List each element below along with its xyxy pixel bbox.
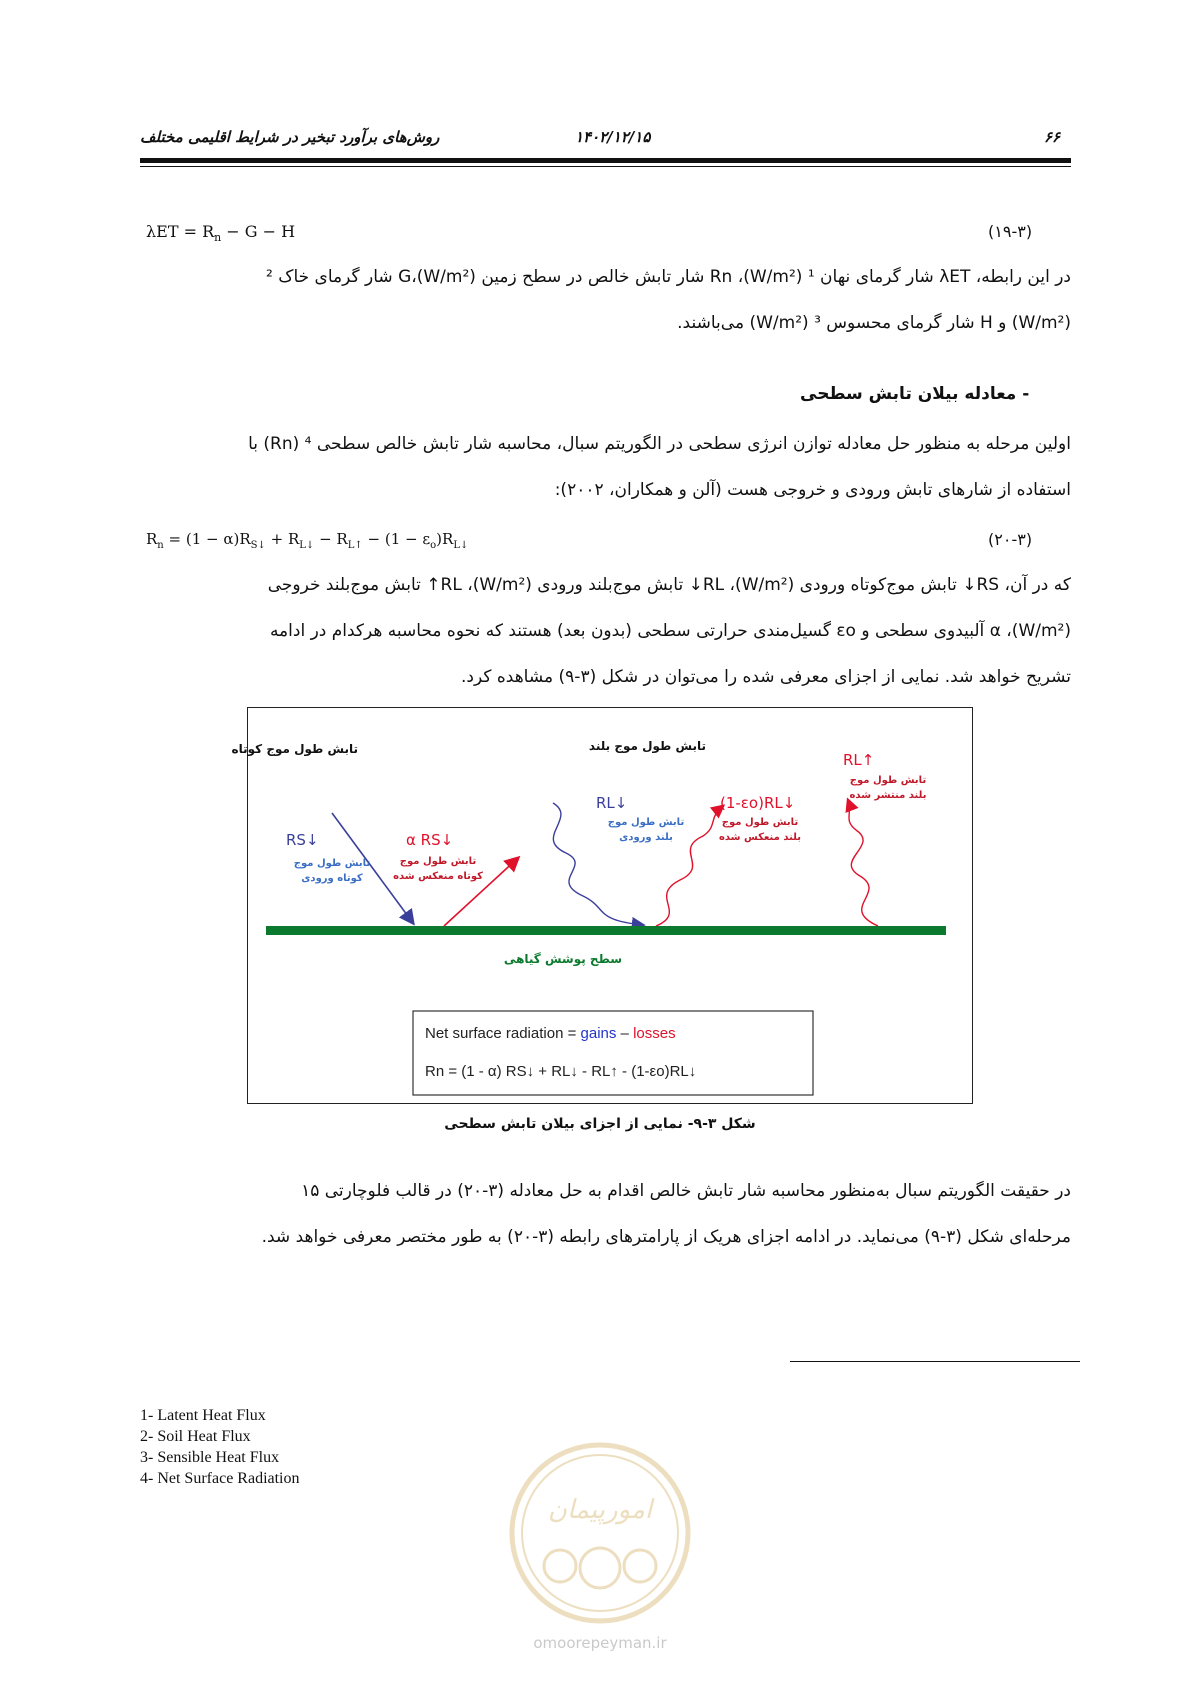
alpha-rs-label: α RS↓	[406, 831, 454, 849]
rl-reflected-desc-1: تابش طول موج	[721, 817, 799, 828]
paragraph-1	[140, 254, 1071, 346]
longwave-title: تابش طول موج بلند	[588, 739, 706, 753]
rl-down-desc-1: تابش طول موج	[607, 817, 685, 828]
footnotes	[140, 1405, 300, 1489]
footnote-2: 2- Soil Heat Flux	[140, 1428, 251, 1445]
footnote-1: 1- Latent Heat Flux	[140, 1407, 266, 1424]
header-date: ۱۴۰۲/۱۲/۱۵	[575, 128, 651, 146]
rl-up-wave	[848, 800, 878, 926]
page-number: ۶۶	[1044, 128, 1061, 146]
rs-down-label: RS↓	[286, 831, 319, 849]
rl-down-desc-2: بلند ورودی	[619, 832, 673, 843]
paragraph-3-line-2: (W/m²)، α آلبیدوی سطحی و εo گسیل‌مندی حرارتی سطحی (بدون بعد) هستند که نحوه محاسبه هرکدام در ادامه	[269, 621, 1071, 641]
rl-up-label: RL↑	[843, 751, 875, 769]
shortwave-title: تابش طول موج کوتاه	[231, 742, 358, 756]
net-radiation-box-line-1: Net surface radiation = gains – losses	[425, 1025, 676, 1042]
watermark-logo	[500, 1438, 700, 1668]
paragraph-4	[140, 1168, 1071, 1260]
rs-down-desc-1: تابش طول موج	[293, 858, 371, 869]
rl-reflected-desc-2: بلند منعکس شده	[718, 832, 802, 843]
paragraph-3-line-1: که در آن، RS↓ تابش موج‌کوتاه ورودی (W/m²)، RL↓ تابش موج‌بلند ورودی (W/m²)، RL↑ تابش موج‌بلند خروجی	[267, 575, 1071, 595]
radiation-balance-figure	[231, 707, 973, 1104]
paragraph-3	[140, 562, 1071, 700]
equation-19-number: (۱۹-۳)	[988, 222, 1033, 241]
equation-19: $\lambda ET = R_n - G - H$	[146, 222, 296, 245]
watermark-seal-icon	[500, 1438, 700, 1628]
paragraph-4-line-2: مرحله‌ای شکل (۳-۹) می‌نماید. در ادامه اجزای هریک از پارامترهای رابطه (۳-۲۰) به طور مختصر معرفی خواهد شد.	[261, 1227, 1071, 1247]
header-title: روش‌های برآورد تبخیر در شرایط اقلیمی مختلف	[140, 128, 440, 146]
footnote-rule	[790, 1361, 1080, 1362]
header-rule	[140, 158, 1071, 163]
figure-caption: شکل ۳-۹- نمایی از اجزای بیلان تابش سطحی	[444, 1116, 756, 1132]
equation-20-number: (۲۰-۳)	[988, 530, 1033, 549]
paragraph-3-line-3: تشریح خواهد شد. نمایی از اجزای معرفی شده را می‌توان در شکل (۳-۹) مشاهده کرد.	[461, 667, 1071, 687]
rl-reflected-label: (1-εo)RL↓	[720, 794, 796, 812]
alpha-rs-desc-2: کوتاه منعکس شده	[393, 871, 483, 882]
watermark-url: omoorepeyman.ir	[533, 1634, 667, 1652]
rl-down-label: RL↓	[596, 794, 628, 812]
paragraph-1-line-2: (W/m²) و H شار گرمای محسوس ³ (W/m²) می‌باشند.	[677, 313, 1071, 333]
net-radiation-box-line-2: Rn = (1 - α) RS↓ + RL↓ - RL↑ - (1-εo)RL↓	[425, 1063, 697, 1080]
alpha-rs-arrow	[444, 858, 518, 926]
vegetation-surface-line	[266, 926, 946, 935]
net-radiation-box	[413, 1011, 813, 1095]
radiation-diagram	[231, 708, 974, 1105]
rl-up-desc-2: بلند منتشر شده	[849, 790, 927, 801]
rl-up-desc-1: تابش طول موج	[849, 775, 927, 786]
paragraph-2	[140, 421, 1071, 513]
watermark-text: امورپیمان	[547, 1495, 653, 1525]
paragraph-1-line-1: در این رابطه، λET شار گرمای نهان ¹ (W/m²)، Rn شار تابش خالص در سطح زمین (W/m²)،G شار گرمای خاک ²	[266, 267, 1071, 287]
paragraph-2-line-1: اولین مرحله به منظور حل معادله توازن انرژی سطحی در الگوریتم سبال، محاسبه شار تابش خالص سطحی ⁴ (Rn) با	[248, 434, 1071, 454]
header-rule-thin	[140, 166, 1071, 167]
section-heading: - معادله بیلان تابش سطحی	[800, 384, 1030, 404]
paragraph-4-line-1: در حقیقت الگوریتم سبال به‌منظور محاسبه شار تابش خالص اقدام به حل معادله (۳-۲۰) در قالب فلوچارتی ۱۵	[301, 1181, 1071, 1201]
alpha-rs-desc-1: تابش طول موج	[399, 856, 477, 867]
footnote-4: 4- Net Surface Radiation	[140, 1470, 300, 1487]
surface-label: سطح پوشش گیاهی	[503, 952, 623, 966]
rs-down-desc-2: کوتاه ورودی	[301, 873, 363, 884]
equation-20: $R_n = (1 - \alpha)R_{S↓} + R_{L↓} - R_{L↑} - (1 - \varepsilon_o)R_{L↓}$	[146, 530, 469, 551]
paragraph-2-line-2: استفاده از شارهای تابش ورودی و خروجی هست (آلن و همکاران، ۲۰۰۲):	[554, 480, 1071, 500]
footnote-3: 3- Sensible Heat Flux	[140, 1449, 280, 1466]
